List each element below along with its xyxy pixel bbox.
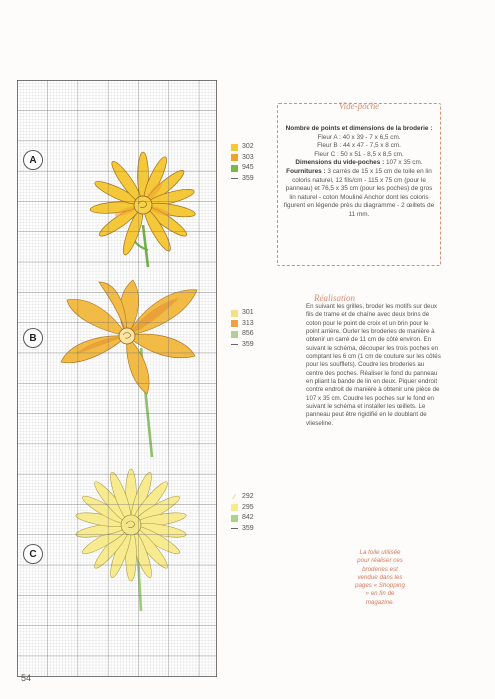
- thread-code: 295: [242, 503, 254, 511]
- thread-code: 292: [242, 493, 254, 500]
- legend-entry: [231, 163, 254, 174]
- color-swatch: [231, 165, 238, 172]
- legend-entry: [231, 340, 254, 351]
- color-swatch: [231, 310, 238, 317]
- fleur-c-size: Fleur C : 50 x 51 - 8,5 x 8,5 cm.: [314, 150, 404, 158]
- fleur-a-size: Fleur A : 40 x 39 - 7 x 6,5 cm.: [317, 133, 401, 141]
- legend-flower-c: [231, 492, 254, 534]
- marker-c: C: [23, 544, 43, 564]
- fleur-b-size: Fleur B : 44 x 47 - 7,5 x 8 cm.: [317, 142, 401, 150]
- backstitch-line-icon: [231, 528, 238, 529]
- legend-entry: [231, 524, 254, 535]
- color-swatch: [231, 515, 238, 522]
- realisation-text: En suivant les grilles, broder les motifs sur deux fils de trame et de chaîne avec deux brins de coton pour le point de croix et un brin pour le point arrière. Ourler les broderies de manière à obtenir un carré de 11 cm de côté environ. En suivant le schéma, découper les trois poches en comptant les 6 cm (1 cm de couture sur les côtés pour les soufflets). Coudre les broderies au centre des poches. Réaliser le fond du panneau en pliant la bande de lin en deux. Piquer endroit contre endroit de manière à obtenir une pièce de 107 x 35 cm. Coudre les poches sur le fond en suivant le schéma et installer les œillets. Le panneau peut être rigidifié en le doublant de vlieseline.: [306, 303, 441, 427]
- legend-entry: [231, 329, 254, 340]
- thread-code: 301: [242, 309, 254, 316]
- legend-entry: [231, 492, 254, 503]
- stitch-symbol-icon: ∕: [233, 493, 236, 501]
- color-swatch: [231, 320, 238, 327]
- color-swatch: [231, 154, 238, 161]
- thread-code: 856: [242, 330, 254, 337]
- marker-a: A: [23, 150, 43, 170]
- page-number: 54: [21, 673, 32, 683]
- legend-entry: [231, 308, 254, 319]
- legend-entry: [231, 513, 254, 524]
- thread-code: 842: [242, 514, 254, 521]
- dimensions-value: 107 x 35 cm.: [384, 159, 423, 167]
- realisation-title: Réalisation: [314, 293, 355, 303]
- legend-entry: [231, 174, 254, 185]
- backstitch-line-icon: [231, 344, 238, 345]
- thread-code: 313: [242, 319, 254, 327]
- color-swatch: [231, 504, 238, 511]
- thread-code: 945: [242, 164, 254, 171]
- thread-code: 359: [242, 340, 254, 348]
- fournitures-value: 3 carrés de 15 x 15 cm de toile en lin coloris naturel, 12 fils/cm - 115 x 75 cm (pour le panneau) et 76,5 x 35 cm (pour les poches) de gros lin naturel - coton Mouliné Anchor dont les coloris figurent en légende près du diagramme - 2 œillets de 11 mm.: [283, 167, 435, 218]
- fournitures-label: Fournitures :: [286, 167, 326, 175]
- dimensions-label: Dimensions du vide-poches :: [295, 159, 385, 167]
- vide-poche-title: Vide-poche: [338, 101, 380, 111]
- legend-entry: [231, 503, 254, 514]
- legend-entry: [231, 142, 254, 153]
- points-heading: Nombre de points et dimensions de la broderie :: [285, 125, 433, 132]
- thread-code: 303: [242, 153, 254, 161]
- thread-code: 302: [242, 143, 254, 150]
- vide-poche-text: [283, 125, 435, 220]
- color-swatch: [231, 144, 238, 151]
- thread-code: 359: [242, 524, 254, 532]
- fabric-note: La toile utilisée pour réaliser ces broderies est vendue dans les pages « Shopping » en fin de magazine.: [355, 549, 405, 606]
- legend-entry: [231, 153, 254, 164]
- legend-entry: [231, 319, 254, 330]
- color-swatch: [231, 331, 238, 338]
- marker-b: B: [23, 328, 43, 348]
- legend-flower-a: [231, 142, 254, 184]
- cross-stitch-chart: [17, 80, 217, 677]
- legend-flower-b: [231, 308, 254, 350]
- thread-code: 359: [242, 174, 254, 182]
- vide-poche-box: [277, 103, 441, 266]
- backstitch-line-icon: [231, 178, 238, 179]
